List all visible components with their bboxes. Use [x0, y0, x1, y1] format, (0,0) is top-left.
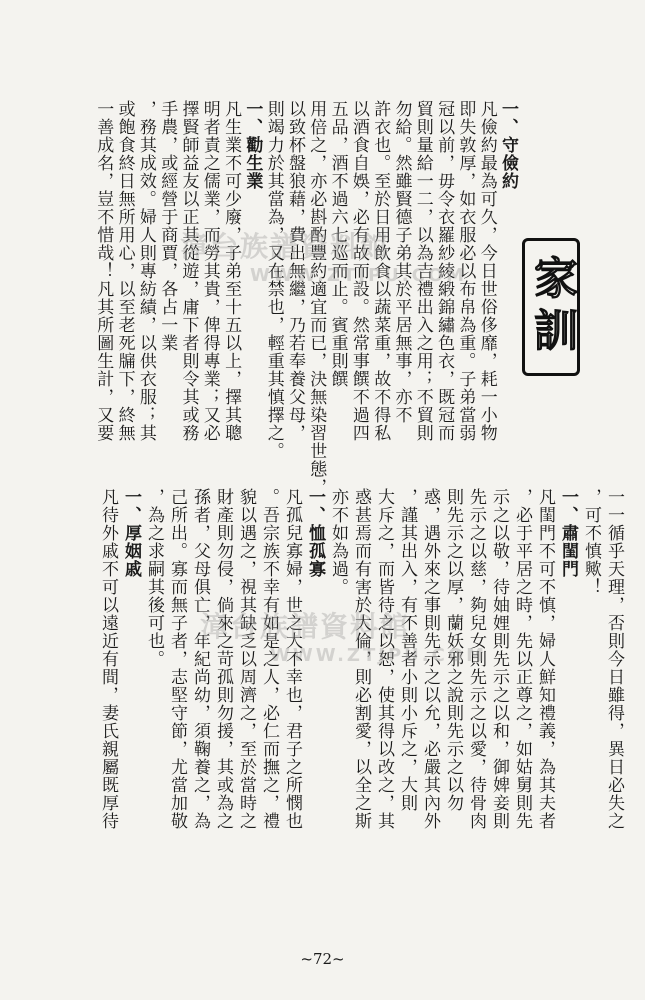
upper-column: 手農，或經營于商賈，各占一業 [157, 100, 178, 352]
upper-column: 貿則量給一二，以為吉禮出入之用；不貿則 [412, 100, 433, 442]
upper-column: 用倍之，亦必斟酌豐約適宜而已，決無染習世態， [306, 100, 327, 496]
lower-column: 貌以遇之，視其缺乏以周濟之，至於當時之 [236, 488, 256, 830]
lower-column: 則先示之以厚，蘭妖邪之說則先示之以勿 [443, 488, 463, 812]
lower-column: 一一循乎天理，否則今日雖得，異日必失之 [604, 488, 624, 830]
upper-column: 一善成名，豈不惜哉！凡其所圖生計，又要 [93, 100, 114, 442]
lower-column: ，可不慎歟！ [581, 488, 601, 596]
lower-column: 。吾宗族不幸有如是之人，必仁而撫之，禮 [259, 488, 279, 830]
lower-column: 惑，遇外來之事則先示之以允，必嚴其內外 [420, 488, 440, 830]
lower-column: 孫者，父母俱亡，年紀尚幼，須鞠養之，為 [190, 488, 210, 830]
lower-column: 凡閨門不可不慎，婦人鮮知禮義，為其夫者 [535, 488, 555, 830]
upper-column: 勿給。然雖賢德子弟其於平居無事，亦不 [391, 100, 412, 424]
upper-column: 以致杯盤狼藉，費出無繼，乃若奉養父母， [285, 100, 305, 442]
upper-column: 或飽食終日無所用心，以至老死牖下，終無 [114, 100, 135, 442]
upper-column: 凡儉約最為可久，今日世俗侈靡，耗一小物 [476, 100, 497, 442]
upper-column: 明者責之儒業，而勞其貴，俾得專業；又必 [199, 100, 220, 442]
upper-column: 以酒食自娛，必有故而設。然常事饌不過四 [348, 100, 369, 442]
upper-column: 則竭力於其當為，又在禁也，輕重其慎擇之。 [263, 100, 284, 460]
lower-column: 一、恤孤寡 [305, 488, 325, 578]
upper-column: 許衣也。至於日用飲食以蔬菜重，故不得私 [370, 100, 391, 442]
page-title: 家訓 [526, 255, 577, 359]
lower-column: ，謹其出入，有不善者小則小斥之，大則 [397, 488, 417, 812]
watermark-upper-cn: 漳台族譜資料館 [180, 230, 391, 263]
lower-column: 示之以敬，待妯娌則先示之以和，御婢妾則 [489, 488, 509, 830]
lower-column: 己所出。寡而無子者，志堅守節，尤當加敬 [167, 488, 187, 830]
lower-column: 一、肅閨門 [558, 488, 578, 578]
upper-column: 凡生業不可少廢，子弟至十五以上，擇其聰 [221, 100, 242, 442]
lower-column: ，必于平居之時，先以正尊之，如姑舅則先 [512, 488, 532, 830]
lower-column: 大斥之，而皆待之以恕，使其得以改之，其 [374, 488, 394, 830]
lower-column: 一、厚姻戚 [121, 488, 141, 578]
lower-column: 亦不如為過。 [328, 488, 348, 596]
watermark-lower-cn: 漳台族譜資料館 [200, 610, 411, 643]
upper-column: 即失敦厚，如衣服必以布帛為重。子弟當弱 [455, 100, 476, 442]
upper-column: 擇賢師益友以正其從遊，庸下者則令其或務 [178, 100, 199, 442]
title-box [522, 238, 580, 376]
upper-column: 一、守儉約 [498, 100, 518, 190]
upper-column: 五品，酒不過六七巡而止。賓重則饌 [327, 100, 348, 388]
page-number: ~72~ [300, 950, 345, 968]
upper-column: 一、勸生業 [242, 100, 263, 190]
lower-column: 凡孤兒寡婦，世之大不幸也，君子之所憫也 [282, 488, 302, 830]
lower-column: 先示之以慈，夠兒女則先示之以愛，待骨肉 [466, 488, 486, 830]
upper-column: 冠以前，毋令衣羅紗綾緞錦繡色衣，既冠而 [434, 100, 455, 442]
upper-column: ，務其成效。婦人則專紡績，以供衣服；其 [135, 100, 156, 442]
watermark-lower-en: WWW.ZTJPU.COM [270, 645, 488, 666]
watermark-upper-en: WWW.ZTJPU.COM [250, 265, 468, 286]
lower-column: 凡待外戚不可以遠近有間，妻氏親屬既厚待 [98, 488, 118, 830]
lower-column: 財產則勿侵，倘來之苛孤則勿援，其或為之 [213, 488, 233, 830]
lower-column: 惑甚焉而有害於大倫，則必割愛，以全之斯 [351, 488, 371, 830]
lower-column: ，為之求嗣其後可也。 [144, 488, 164, 668]
